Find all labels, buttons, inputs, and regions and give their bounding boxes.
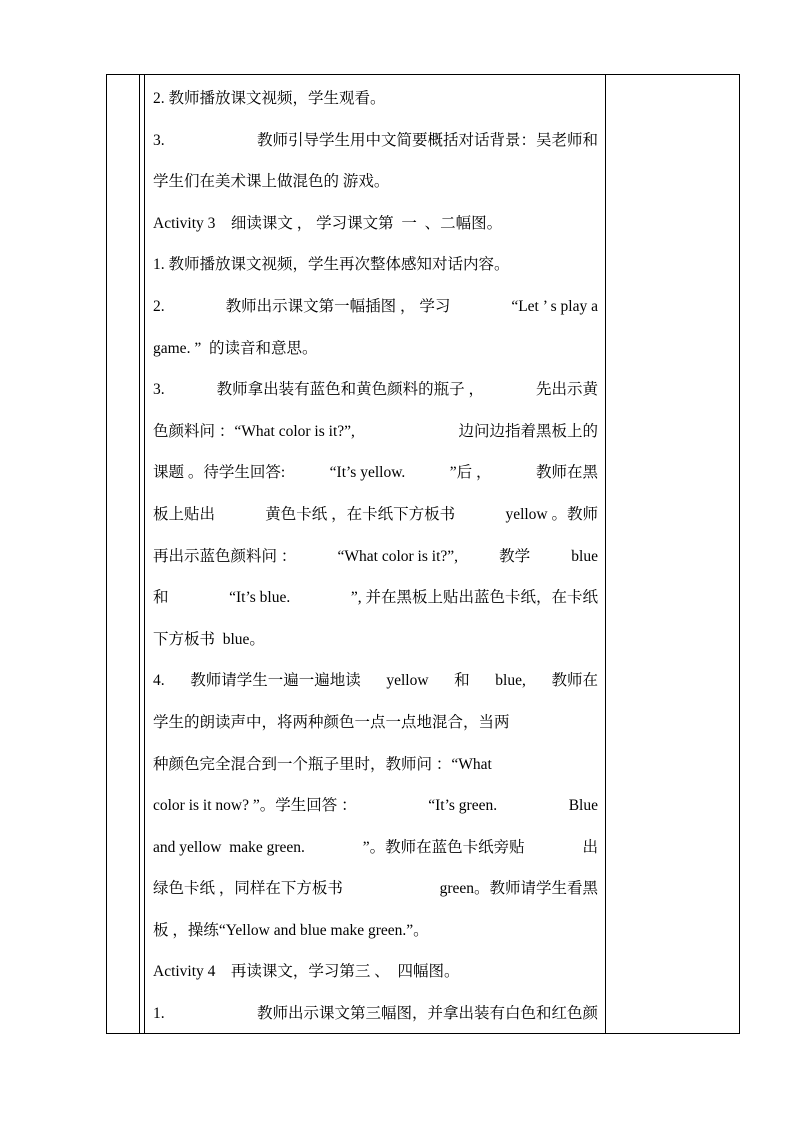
text-segment: “What color is it?”, bbox=[337, 547, 459, 565]
text-line bbox=[153, 328, 598, 370]
text-segment: 黄色卡纸 ，在卡纸下方板书 bbox=[265, 505, 456, 523]
text-line bbox=[153, 78, 598, 120]
text-segment: Activity 3 细读课文 ， 学习课文第 一 、二幅图。 bbox=[153, 214, 503, 232]
column-divider-3 bbox=[605, 75, 606, 1033]
text-segment: “It’s blue. bbox=[229, 589, 291, 607]
text-segment: game. ” 的读音和意思。 bbox=[153, 339, 318, 357]
text-segment: 课题 。待学生回答: bbox=[153, 464, 286, 482]
text-segment: 板 ，操练 bbox=[153, 921, 219, 939]
text-line bbox=[153, 161, 598, 203]
text-line bbox=[153, 411, 598, 453]
text-segment: “It’s yellow. bbox=[329, 464, 406, 482]
text-line bbox=[153, 494, 598, 536]
text-segment: ”, 并在黑板上贴出蓝色卡纸，在卡纸 bbox=[350, 589, 598, 607]
text-line bbox=[153, 910, 598, 952]
text-segment: blue bbox=[571, 547, 598, 565]
text-line bbox=[153, 619, 598, 661]
text-segment: 1. 教师播放课文视频，学生再次整体感知对话内容。 bbox=[153, 256, 510, 274]
text-segment: 2. 教师播放课文视频，学生观看。 bbox=[153, 90, 386, 107]
text-segment: 教师在 bbox=[551, 672, 598, 690]
text-segment: 和 bbox=[454, 672, 470, 690]
column-divider-2 bbox=[144, 75, 145, 1033]
column-divider-1 bbox=[139, 75, 140, 1033]
text-segment: ”后 ， bbox=[449, 464, 492, 482]
text-segment: and yellow make green. bbox=[153, 838, 305, 856]
text-segment: “Let ’ s play a bbox=[511, 297, 598, 315]
text-line bbox=[153, 244, 598, 286]
text-segment: ”。教师在蓝色卡纸旁贴 bbox=[362, 838, 525, 856]
text-segment: 先出示黄 bbox=[535, 381, 598, 399]
text-segment: 学生们在美术课上做混色的 游戏。 bbox=[153, 173, 390, 191]
text-segment: 种颜色完全混合到一个瓶子里时，教师问 ：“What bbox=[153, 755, 492, 773]
text-line bbox=[153, 203, 598, 245]
text-line bbox=[153, 369, 598, 411]
text-segment: “Yellow and blue make green. bbox=[218, 921, 407, 939]
text-line bbox=[153, 536, 598, 578]
text-segment: 教师拿出装有蓝色和黄色颜料的瓶子 ， bbox=[216, 381, 484, 399]
text-segment: 教师出示课文第三幅图，并拿出装有白色和红色颜 bbox=[256, 1005, 598, 1023]
text-segment: 2. bbox=[153, 297, 165, 315]
text-line bbox=[153, 577, 598, 619]
text-segment: 教师请学生一遍一遍地读 bbox=[190, 672, 361, 690]
text-line bbox=[153, 993, 598, 1035]
text-line bbox=[153, 951, 598, 993]
text-line bbox=[153, 452, 598, 494]
text-segment: 4. bbox=[153, 672, 165, 690]
text-segment: 教学 bbox=[499, 547, 531, 565]
text-segment: 色颜料问 ：“What color is it?”, bbox=[153, 422, 355, 440]
text-line bbox=[153, 868, 598, 910]
text-segment: 下方板书 blue。 bbox=[153, 630, 265, 648]
text-segment: 绿色卡纸 ，同样在下方板书 bbox=[153, 880, 343, 898]
text-segment: 板上贴出 bbox=[153, 505, 216, 523]
text-segment: yellow bbox=[386, 672, 429, 690]
text-segment: Blue bbox=[568, 797, 598, 815]
text-line bbox=[153, 120, 598, 162]
lesson-procedure-text bbox=[153, 78, 598, 1035]
text-line bbox=[153, 744, 598, 786]
text-line bbox=[153, 660, 598, 702]
text-segment: color is it now? ”。学生回答 ： bbox=[153, 797, 357, 815]
text-segment: 再出示蓝色颜料问 ： bbox=[153, 547, 297, 565]
text-segment: ”。 bbox=[406, 921, 429, 939]
text-segment: 教师在黑 bbox=[535, 464, 598, 482]
text-segment: 学生的朗读声中，将两种颜色一点一点地混合，当两 bbox=[153, 713, 510, 731]
text-line bbox=[153, 827, 598, 869]
text-segment: 和 bbox=[153, 589, 169, 607]
text-segment: blue, bbox=[495, 672, 526, 690]
text-segment: yellow 。教师 bbox=[505, 505, 598, 523]
text-line bbox=[153, 785, 598, 827]
text-segment: 3. bbox=[153, 381, 165, 399]
text-segment: 1. bbox=[153, 1005, 165, 1023]
text-line bbox=[153, 702, 598, 744]
text-line bbox=[153, 286, 598, 328]
text-segment: 教师出示课文第一幅插图 ， 学习 bbox=[225, 297, 451, 315]
text-segment: “It’s green. bbox=[428, 797, 498, 815]
text-segment: 出 bbox=[582, 838, 598, 856]
text-segment: 教师引导学生用中文简要概括对话背景：吴老师和 bbox=[256, 131, 598, 149]
text-segment: 边问边指着黑板上的 bbox=[458, 422, 598, 440]
text-segment: Activity 4 再读课文，学习第三 、 四幅图。 bbox=[153, 963, 460, 981]
text-segment: green。教师请学生看黑 bbox=[439, 880, 598, 898]
text-segment: 3. bbox=[153, 131, 165, 149]
